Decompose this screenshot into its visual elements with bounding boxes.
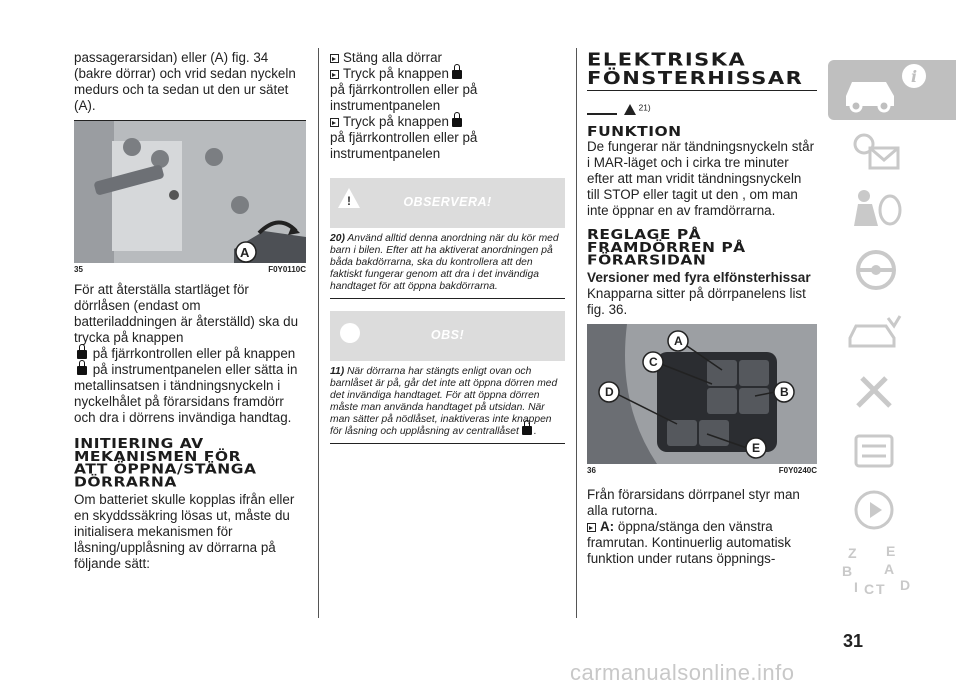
reset-text-b: på fjärrkontrollen eller på knappen: [92, 346, 296, 361]
sidebar-item-maintenance[interactable]: [828, 360, 956, 420]
maintenance-tools-icon: [828, 360, 956, 420]
steering-wheel-icon: [828, 240, 956, 300]
column-right: [587, 50, 817, 567]
sidebar-item-safety[interactable]: [828, 180, 956, 240]
step-3: [330, 114, 565, 162]
lock-icon: [452, 118, 462, 127]
note-obs-number: 11): [330, 366, 345, 377]
fig36-label-b: B: [780, 385, 789, 399]
item-a: [587, 519, 817, 567]
note-observera-text: Använd alltid denna anordning när du kör med barn i bilen. Efter att ha aktiverat anordningen på båda bakdörrarna, ska du kontrollera att den faktiskt fungerar genom att dra i det invändiga handtaget för att öppna bakdörrarna.: [330, 233, 559, 292]
watermark-text: carmanualsonline.info: [570, 660, 795, 685]
note-observera-number: 20): [330, 233, 345, 244]
heading-funktion: FUNKTION: [587, 124, 682, 140]
car-crash-icon: [828, 300, 956, 360]
index-letter: D: [900, 577, 911, 593]
fig36-code: F0Y0240C: [778, 466, 817, 475]
step-3-text-b: på fjärrkontrollen eller på instrumentpanelen: [330, 130, 478, 161]
fig36-label-a: A: [674, 334, 683, 348]
step-3-text-a: Tryck på knappen: [343, 114, 449, 129]
funktion-paragraph: De fungerar när tändningsnyckeln står i MAR-läget och i cirka tre minuter efter att man vridit tändningsnyckeln till STOP eller tagit ut den , om man inte öppnar en av framdörrarna.: [587, 139, 815, 218]
heading-reglage: REGLAGE PÅ FRAMDÖRREN PÅ FÖRARSIDAN: [587, 227, 746, 269]
index-letter: B: [842, 563, 853, 579]
index-letters-icon: [828, 540, 956, 600]
fig35-number: 35: [74, 265, 83, 274]
index-letter: T: [876, 581, 885, 597]
note-observera-body: [330, 228, 565, 299]
item-a-label: A:: [600, 519, 615, 534]
sidebar-item-warning-lights[interactable]: [828, 120, 956, 180]
column-left: [74, 50, 306, 572]
sidebar-item-emergency[interactable]: [828, 300, 956, 360]
index-letter: Z: [848, 545, 857, 561]
svg-text:i: i: [911, 67, 918, 86]
warning-lights-icon: [828, 120, 956, 180]
note-observera-header: [330, 178, 565, 228]
warning-small-icon: [624, 104, 636, 115]
step-1: [330, 50, 565, 66]
fig35-code: F0Y0110C: [268, 265, 306, 274]
multimedia-icon: [828, 480, 956, 540]
step-2-text-a: Tryck på knappen: [343, 66, 449, 81]
column-middle: [330, 50, 565, 444]
fig36-label-d: D: [605, 385, 614, 399]
initiering-paragraph: Om batteriet skulle kopplas ifrån eller en skyddssäkring lösas ut, måste du initialisera mekanismen för låsning/upplåsning av dörrarna på följande sätt:: [74, 492, 295, 571]
airbag-safety-icon: [828, 180, 956, 240]
title-rule: [587, 90, 817, 91]
index-letter: E: [886, 543, 896, 559]
sidebar-item-driving[interactable]: [828, 240, 956, 300]
fig36-label-e: E: [752, 441, 761, 455]
figure-36: [587, 324, 817, 464]
bullet-arrow-icon: [587, 523, 596, 532]
sidebar-item-technical[interactable]: [828, 420, 956, 480]
item-a-text: öppna/stänga den vänstra framrutan. Kontinuerlig automatisk funktion under rutans öppnings-: [587, 519, 791, 566]
fig36-label-c: C: [649, 355, 658, 369]
note-obs-title: OBS!: [430, 328, 465, 342]
lock-icon: [77, 350, 87, 359]
lock-icon: [452, 70, 462, 79]
reference-number: 21): [638, 102, 651, 113]
bullet-arrow-icon: [330, 54, 339, 63]
note-obs-header: [330, 311, 565, 361]
title-icons-row: [587, 99, 817, 118]
lock-icon: [77, 366, 87, 375]
section-heading-initiering: INITIERING AV MEKANISMEN FÖR ATT ÖPPNA/STÄNGA DÖRRARNA: [74, 436, 257, 490]
car-info-icon: [828, 60, 956, 120]
index-letter: I: [854, 579, 858, 595]
figure-35-caption: [74, 265, 306, 274]
bullet-arrow-icon: [330, 118, 339, 127]
chapter-title: ELEKTRISKA FÖNSTERHISSAR: [587, 49, 804, 89]
note-obs-body: 11) När dörrarna har stängts enligt ovan och barnlåset är på, går det inte att öppna dörren med det invändiga handtaget. För att öppna dörren måste man använda handtaget på utsidan. När man sätter på nödlåset, inaktiveras inte knappen för låsning och upplåsning av centrallåset .: [330, 361, 565, 444]
index-letter: C: [864, 581, 875, 597]
sidebar-item-multimedia[interactable]: [828, 480, 956, 540]
note-obs-text: När dörrarna har stängts enligt ovan och barnlåset är på, går det inte att öppna dörren med det invändiga handtaget. För att öppna dörren måste man använda handtaget på utsidan. När man sätter på nödlåset, inaktiveras inte knappen för låsning och upplåsning av centrallåset: [330, 366, 558, 437]
step-2: [330, 66, 565, 114]
sidebar-item-car-info[interactable]: [828, 60, 956, 120]
intro-paragraph: passagerarsidan) eller (A) fig. 34 (bakre dörrar) och vrid sedan nyckeln medurs och ta sedan ut den ur sätet (A).: [74, 50, 296, 113]
column-divider-2: [576, 48, 577, 618]
bullet-arrow-icon: [330, 70, 339, 79]
chapter-sidebar: [828, 60, 956, 600]
window-switch-icon: [587, 99, 617, 115]
door-lock-illustration: [74, 121, 306, 263]
index-letter: A: [884, 561, 895, 577]
lock-icon: [522, 426, 532, 435]
sidebar-item-index[interactable]: [828, 540, 956, 600]
fig36-number: 36: [587, 466, 596, 475]
window-switch-panel-illustration: [587, 324, 817, 464]
technical-data-icon: [828, 420, 956, 480]
warning-triangle-icon: !: [338, 188, 360, 208]
figure-35: [74, 121, 306, 263]
column-divider-1: [318, 48, 319, 618]
reset-text-a: För att återställa startläget för dörrlåsen (endast om batteriladdningen är återställd) ska du trycka på knappen: [74, 282, 299, 345]
reglage-paragraph: Knapparna sitter på dörrpanelens list fig. 36.: [587, 286, 806, 317]
note-observera-title: OBSERVERA!: [403, 195, 492, 209]
after-figure-paragraph: Från förarsidans dörrpanel styr man alla rutorna.: [587, 487, 800, 518]
reset-paragraph: [74, 282, 306, 426]
subheading-versions: Versioner med fyra elfönsterhissar: [587, 270, 811, 285]
fig35-label-a: A: [240, 245, 250, 260]
step-1-text: Stäng alla dörrar: [343, 50, 442, 65]
figure-36-caption: [587, 466, 817, 475]
reset-text-c: på instrumentpanelen eller sätta in metallinsatsen i tändningsnyckeln i nyckelhålet på förarsidans framdörr och dra i dörrens invändiga handtag.: [74, 362, 298, 425]
page-number: 31: [843, 631, 864, 651]
step-2-text-b: på fjärrkontrollen eller på instrumentpanelen: [330, 82, 478, 113]
